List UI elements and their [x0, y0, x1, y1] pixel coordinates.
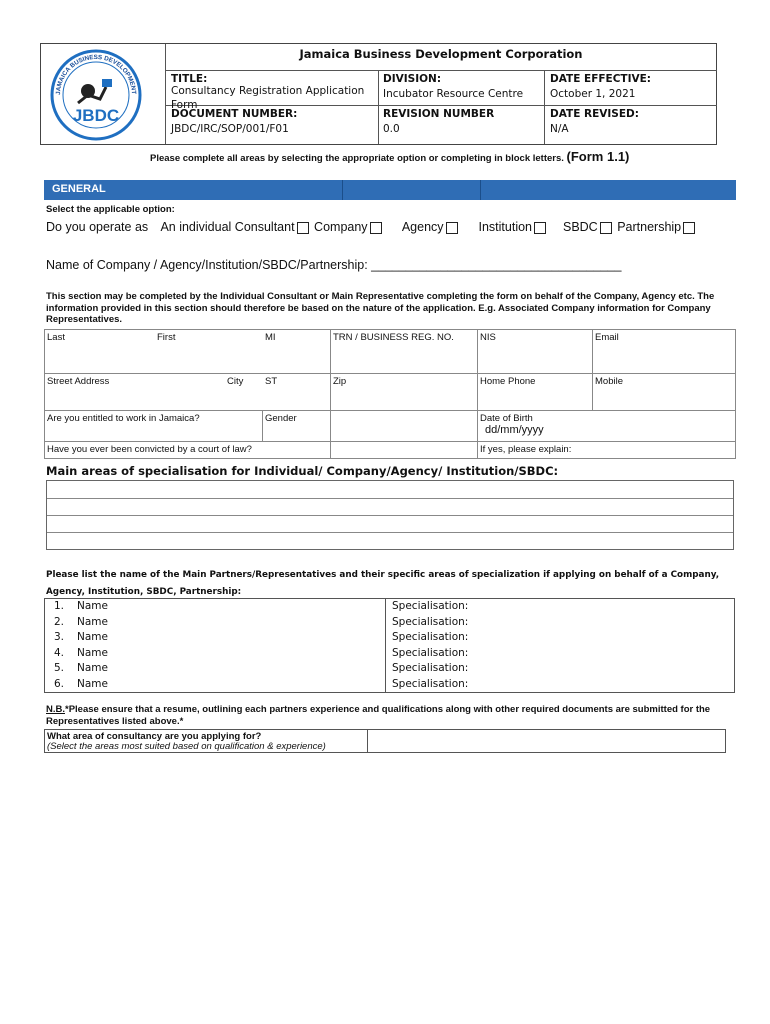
option-institution-label: Institution	[478, 220, 533, 234]
entitled-label: Are you entitled to work in Jamaica?	[47, 413, 200, 424]
option-company-checkbox[interactable]	[370, 222, 382, 234]
partner-name-label: Name	[77, 677, 108, 690]
home-phone-field[interactable]	[477, 373, 593, 411]
partner-number: 1.	[54, 600, 65, 612]
company-name-field[interactable]: ____________________________________	[371, 258, 622, 272]
form-number: (Form 1.1)	[566, 149, 630, 164]
st-label: ST	[265, 376, 278, 387]
explain-label: If yes, please explain:	[480, 444, 572, 455]
street-address-field[interactable]	[44, 373, 331, 411]
org-name: Jamaica Business Development Corporation	[299, 47, 583, 61]
consultancy-area-table	[44, 729, 726, 753]
option-individual-checkbox[interactable]	[297, 222, 309, 234]
partner-number: 4.	[54, 646, 65, 659]
doc-number-value: JBDC/IRC/SOP/001/F01	[171, 123, 289, 135]
dob-format: dd/mm/yyyy	[485, 424, 544, 436]
zip-label: Zip	[333, 376, 347, 387]
partner-specialisation-label: Specialisation:	[392, 677, 469, 690]
consultancy-hint: (Select the areas most suited based on qualification & experience)	[47, 741, 326, 752]
division-value: Incubator Resource Centre	[383, 88, 524, 100]
nb-note	[46, 704, 726, 727]
operate-options-row	[46, 220, 697, 234]
convicted-answer-field[interactable]	[330, 441, 478, 459]
dob-label: Date of Birth	[480, 413, 533, 424]
specialisation-heading: Main areas of specialisation for Individual/ Company/Agency/ Institution/SBDC:	[46, 464, 559, 478]
first-label: First	[157, 332, 176, 343]
last-label: Last	[47, 332, 65, 343]
option-sbdc-label: SBDC	[562, 220, 598, 234]
partner-row[interactable]	[44, 647, 735, 662]
select-option-label: Select the applicable option:	[46, 204, 175, 215]
date-effective-value: October 1, 2021	[550, 88, 636, 100]
partner-row[interactable]	[44, 678, 735, 693]
date-revised-value: N/A	[550, 123, 569, 135]
home-phone-label: Home Phone	[480, 376, 536, 387]
partner-name-label: Name	[77, 600, 108, 612]
title-label: TITLE:	[171, 73, 208, 85]
option-individual-label: An individual Consultant	[160, 220, 295, 234]
last-name-field[interactable]	[44, 329, 331, 374]
nb-text: *Please ensure that a resume, outlining each partners experience and qualifications along with other required documents are submitted for the Representatives listed above.*	[46, 704, 711, 727]
partner-specialisation-label: Specialisation:	[392, 662, 469, 674]
partners-intro: Please list the name of the Main Partners/Representatives and their specific areas of specialization if applying on behalf of a Company, Agency, Institution, SBDC, Partnership:	[46, 570, 720, 597]
mobile-label: Mobile	[595, 376, 623, 387]
general-header-bar	[44, 180, 736, 200]
title-value: Consultancy Registration Application Form	[171, 85, 365, 111]
partner-name-label: Name	[77, 646, 108, 659]
instruction-text: Please complete all areas by selecting the appropriate option or completing in block letters. (Form 1.1)	[150, 149, 630, 164]
entitled-work-field[interactable]	[44, 410, 263, 442]
date-effective-label: DATE EFFECTIVE:	[550, 73, 651, 85]
partner-row[interactable]	[44, 616, 735, 631]
logo-ring-text: JAMAICA BUSINESS DEVELOPMENT	[54, 53, 138, 96]
company-name-row	[46, 258, 621, 272]
option-partnership-checkbox[interactable]	[683, 222, 695, 234]
partner-row[interactable]	[44, 600, 735, 615]
option-institution-checkbox[interactable]	[534, 222, 546, 234]
partner-specialisation-label: Specialisation:	[392, 615, 469, 628]
explain-field[interactable]	[477, 441, 736, 459]
partner-name-label: Name	[77, 662, 108, 674]
partner-name-label: Name	[77, 631, 108, 643]
revision-value: 0.0	[383, 123, 400, 135]
option-company-label: Company	[314, 220, 368, 234]
gender-label: Gender	[265, 413, 297, 424]
specialisation-box[interactable]	[46, 480, 734, 550]
option-agency-label: Agency	[401, 220, 444, 234]
partner-row[interactable]	[44, 662, 735, 677]
partner-specialisation-label: Specialisation:	[392, 631, 469, 643]
partner-row[interactable]	[44, 631, 735, 646]
option-partnership-label: Partnership	[617, 220, 682, 234]
revision-label: REVISION NUMBER	[383, 108, 495, 120]
personal-info-grid	[44, 329, 736, 459]
nis-label: NIS	[480, 332, 496, 343]
consultancy-question: What area of consultancy are you applying for?	[47, 731, 262, 742]
logo-text: JBDC	[72, 106, 120, 125]
gender-field[interactable]	[262, 410, 331, 442]
partner-number: 3.	[54, 631, 65, 643]
partner-number: 5.	[54, 662, 65, 674]
blank-field[interactable]	[330, 410, 478, 442]
trn-label: TRN / BUSINESS REG. NO.	[333, 332, 454, 343]
mi-label: MI	[265, 332, 276, 343]
convicted-label: Have you ever been convicted by a court of law?	[47, 444, 252, 455]
street-label: Street Address	[47, 376, 110, 387]
email-field[interactable]	[592, 329, 736, 374]
company-name-label: Name of Company / Agency/Institution/SBDC/Partnership:	[46, 258, 368, 272]
zip-field[interactable]	[330, 373, 478, 411]
nis-field[interactable]	[477, 329, 593, 374]
consultancy-answer-field[interactable]	[368, 730, 725, 752]
jbdc-logo	[48, 47, 144, 143]
general-heading: GENERAL	[52, 183, 106, 195]
partner-number: 6.	[54, 677, 65, 690]
doc-number-label: DOCUMENT NUMBER:	[171, 108, 298, 120]
operate-label: Do you operate as	[46, 220, 149, 234]
convicted-field[interactable]	[44, 441, 331, 459]
division-label: DIVISION:	[383, 73, 442, 85]
partner-name-label: Name	[77, 615, 108, 628]
nb-prefix: N.B.	[46, 704, 65, 715]
option-sbdc-checkbox[interactable]	[600, 222, 612, 234]
option-agency-checkbox[interactable]	[446, 222, 458, 234]
partner-specialisation-label: Specialisation:	[392, 600, 469, 612]
trn-field[interactable]	[330, 329, 478, 374]
mobile-field[interactable]	[592, 373, 736, 411]
date-revised-label: DATE REVISED:	[550, 108, 639, 120]
dob-field[interactable]	[477, 410, 736, 442]
section-note: This section may be completed by the Individual Consultant or Main Representative completing the form on behalf of the Company, Agency etc. The information provided in this section should therefore be based on the nature of the application. E.g. Associated Company information for Company Representatives.	[46, 291, 715, 325]
partner-specialisation-label: Specialisation:	[392, 646, 469, 659]
partner-number: 2.	[54, 615, 65, 628]
city-label: City	[227, 376, 244, 387]
email-label: Email	[595, 332, 619, 343]
